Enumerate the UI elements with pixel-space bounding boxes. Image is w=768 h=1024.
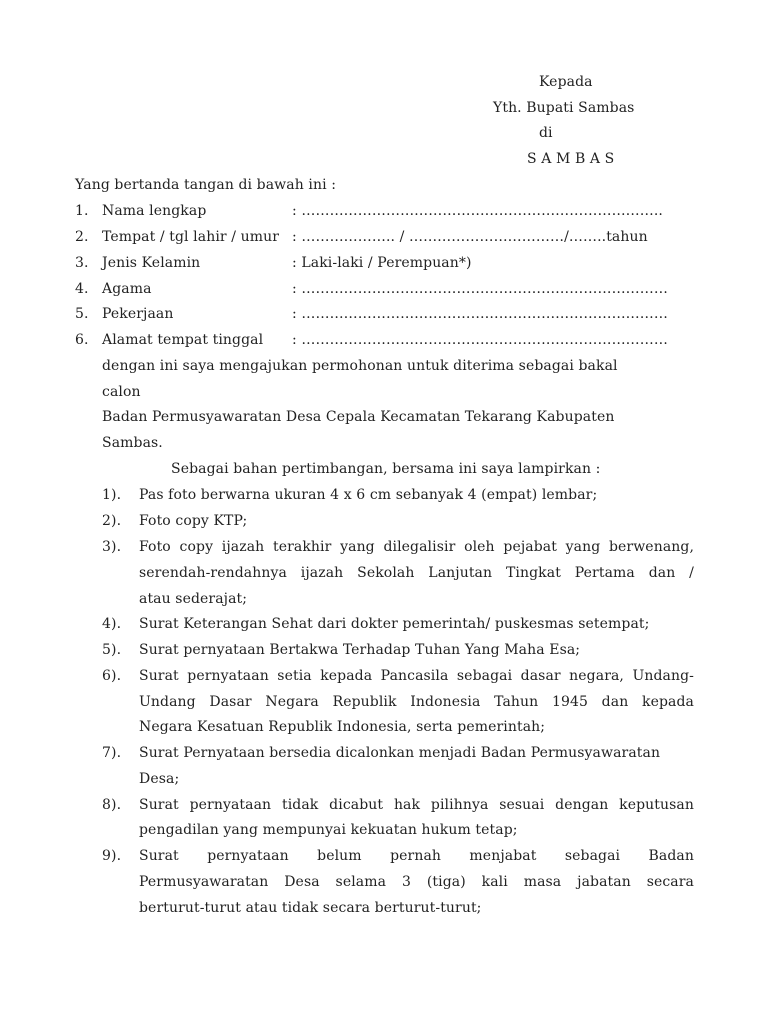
intro-text: Yang bertanda tangan di bawah ini : bbox=[75, 177, 337, 193]
attachment-line: Desa; bbox=[139, 771, 180, 787]
field-label: Agama bbox=[102, 281, 152, 297]
address-recipient: Yth. Bupati Sambas bbox=[493, 100, 635, 116]
attachment-line: Surat Pernyataan bersedia dicalonkan menjadi Badan Permusyawaratan bbox=[139, 745, 661, 761]
address-city: S A M B A S bbox=[527, 151, 615, 167]
field-number: 5. bbox=[75, 306, 89, 322]
field-number: 4. bbox=[75, 281, 89, 297]
attachment-line: pengadilan yang mempunyai kekuatan hukum tetap; bbox=[139, 822, 518, 838]
field-value: : ………………………………………………………………….. bbox=[292, 203, 663, 219]
attachment-number: 9). bbox=[102, 848, 122, 864]
attachment-line: Undang Dasar Negara Republik Indonesia Tahun 1945 dan kepada bbox=[139, 694, 694, 710]
field-value: : Laki-laki / Perempuan*) bbox=[292, 255, 472, 271]
field-label: Alamat tempat tinggal bbox=[102, 332, 264, 348]
attachment-number: 6). bbox=[102, 668, 122, 684]
attachment-line: Surat pernyataan setia kepada Pancasila sebagai dasar negara, Undang- bbox=[139, 668, 694, 684]
field-value: : …………………………………………………………………… bbox=[292, 281, 668, 297]
attachment-number: 3). bbox=[102, 539, 122, 555]
request-line: Badan Permusyawaratan Desa Cepala Kecamatan Tekarang Kabupaten bbox=[102, 409, 615, 425]
attachment-line: Pas foto berwarna ukuran 4 x 6 cm sebanyak 4 (empat) lembar; bbox=[139, 487, 598, 503]
attachment-line: berturut-turut atau tidak secara berturut-turut; bbox=[139, 900, 482, 916]
field-number: 3. bbox=[75, 255, 89, 271]
attachment-number: 1). bbox=[102, 487, 122, 503]
request-line: Sambas. bbox=[102, 435, 163, 451]
attachment-number: 2). bbox=[102, 513, 122, 529]
attachment-number: 7). bbox=[102, 745, 122, 761]
field-value: : ……………….. / ……………………………/……..tahun bbox=[292, 229, 648, 245]
field-label: Pekerjaan bbox=[102, 306, 174, 322]
attachment-line: Surat pernyataan Bertakwa Terhadap Tuhan Yang Maha Esa; bbox=[139, 642, 581, 658]
attachment-number: 5). bbox=[102, 642, 122, 658]
request-line: calon bbox=[102, 384, 141, 400]
attachment-line: Negara Kesatuan Republik Indonesia, serta pemerintah; bbox=[139, 719, 546, 735]
attachment-line: Foto copy ijazah terakhir yang dilegalisir oleh pejabat yang berwenang, bbox=[139, 539, 694, 555]
attachment-line: Surat pernyataan tidak dicabut hak pilihnya sesuai dengan keputusan bbox=[139, 797, 694, 813]
field-label: Nama lengkap bbox=[102, 203, 207, 219]
field-number: 6. bbox=[75, 332, 89, 348]
field-label: Tempat / tgl lahir / umur bbox=[102, 229, 280, 245]
attachment-number: 4). bbox=[102, 616, 122, 632]
field-number: 1. bbox=[75, 203, 89, 219]
request-line: dengan ini saya mengajukan permohonan untuk diterima sebagai bakal bbox=[102, 358, 618, 374]
attachment-line: Permusyawaratan Desa selama 3 (tiga) kali masa jabatan secara bbox=[139, 874, 694, 890]
attachment-line: Foto copy KTP; bbox=[139, 513, 248, 529]
attachment-line: Surat pernyataan belum pernah menjabat sebagai Badan bbox=[139, 848, 694, 864]
address-kepada: Kepada bbox=[539, 74, 593, 90]
attachment-line: Surat Keterangan Sehat dari dokter pemerintah/ puskesmas setempat; bbox=[139, 616, 650, 632]
field-value: : …………………………………………………………………… bbox=[292, 306, 668, 322]
attachment-line: atau sederajat; bbox=[139, 591, 248, 607]
attachment-line: serendah-rendahnya ijazah Sekolah Lanjutan Tingkat Pertama dan / bbox=[139, 565, 694, 581]
field-label: Jenis Kelamin bbox=[102, 255, 201, 271]
attachments-intro: Sebagai bahan pertimbangan, bersama ini saya lampirkan : bbox=[171, 461, 601, 477]
field-value: : …………………………………………………………………… bbox=[292, 332, 668, 348]
field-number: 2. bbox=[75, 229, 89, 245]
attachment-number: 8). bbox=[102, 797, 122, 813]
address-di: di bbox=[539, 125, 553, 141]
